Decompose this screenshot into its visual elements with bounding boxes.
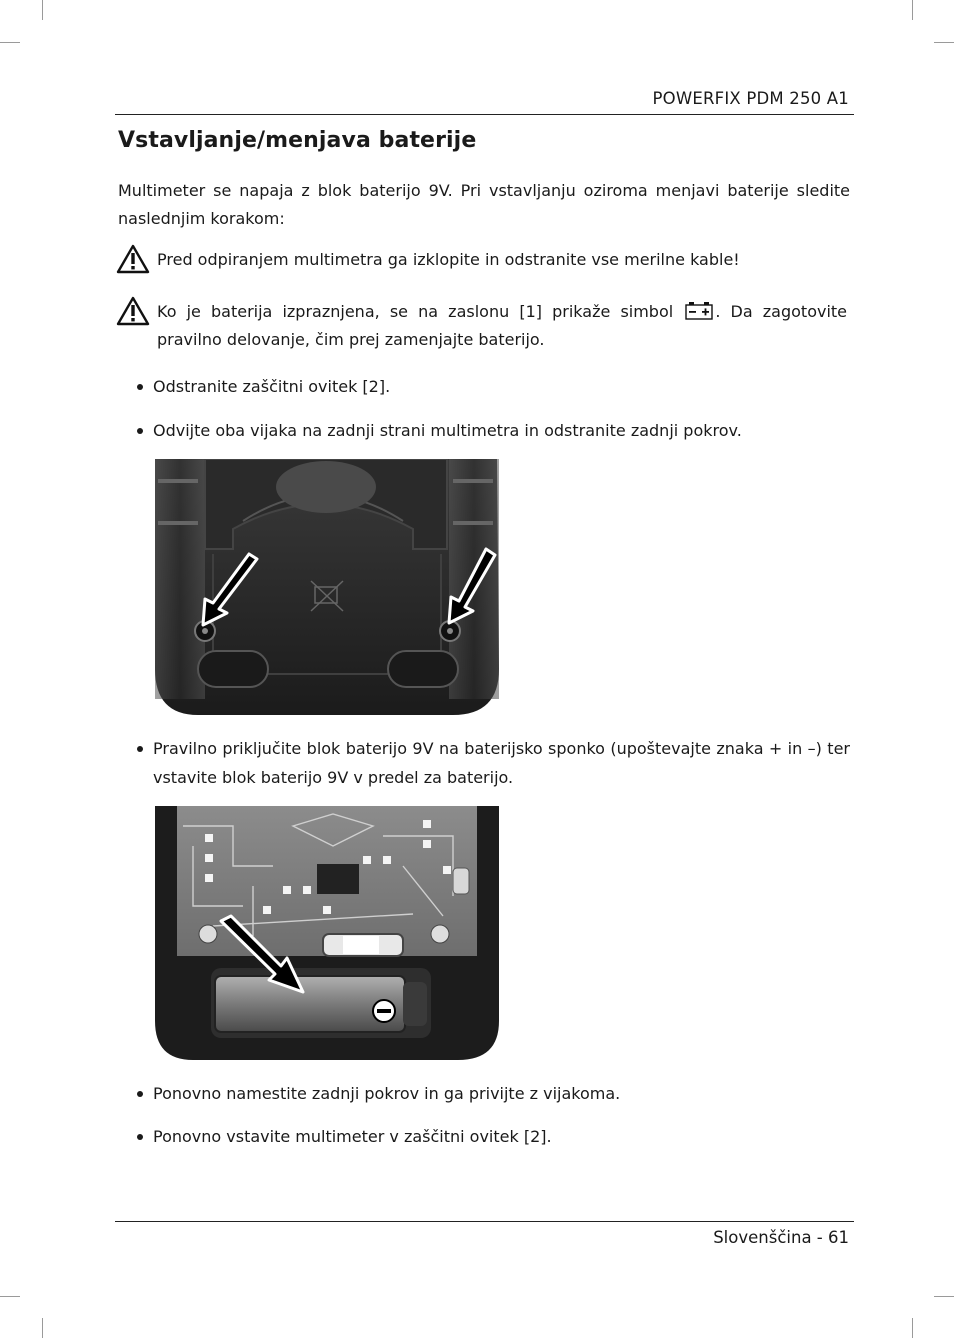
footer-rule	[115, 1221, 854, 1222]
section-title: Vstavljanje/menjava baterije	[118, 128, 477, 153]
step-text: Ponovno vstavite multimeter v zaščitni ovitek [2].	[153, 1127, 552, 1146]
bullet-dot	[137, 1091, 143, 1097]
warning-icon	[116, 296, 150, 326]
bullet-dot	[137, 746, 143, 752]
crop-mark	[42, 0, 43, 20]
crop-mark	[0, 42, 20, 43]
header-rule	[115, 114, 854, 115]
step-item	[137, 1079, 850, 1108]
crop-mark	[912, 1318, 913, 1338]
photo-battery-compartment	[153, 806, 503, 1062]
warning-text-1: Pred odpiranjem multimetra ga izklopite in odstranite vse merilne kable!	[157, 250, 740, 269]
step-text: Odvijte oba vijaka na zadnji strani multimetra in odstranite zadnji pokrov.	[153, 421, 742, 440]
step-text: Ponovno namestite zadnji pokrov in ga privijte z vijakoma.	[153, 1084, 621, 1103]
intro-paragraph: Multimeter se napaja z blok baterijo 9V. Pri vstavljanju oziroma menjavi baterije sledite naslednjim korakom:	[118, 181, 850, 228]
photo-back-cover-screws	[153, 459, 503, 717]
warning-icon	[116, 244, 150, 274]
crop-mark	[912, 0, 913, 20]
battery-low-icon	[685, 302, 713, 320]
step-text: Pravilno priključite blok baterijo 9V na baterijsko sponko (upoštevajte znaka + in –) ter vstavite blok baterijo 9V v predel za baterijo.	[153, 739, 850, 787]
step-text: Odstranite zaščitni ovitek [2].	[153, 377, 391, 396]
warning-text-2-after: . Da zagotovite pravilno delovanje, čim prej zamenjajte baterijo.	[157, 302, 848, 349]
warning-text-2-before: Ko je baterija izpraznjena, se na zaslonu [1] prikaže simbol	[157, 302, 674, 321]
crop-mark	[934, 1296, 954, 1297]
warning-text-2	[157, 298, 847, 354]
step-item	[137, 1122, 850, 1151]
bullet-dot	[137, 384, 143, 390]
crop-mark	[934, 42, 954, 43]
header-product: POWERFIX PDM 250 A1	[652, 89, 849, 108]
bullet-dot	[137, 1134, 143, 1140]
page-number: Slovenščina - 61	[713, 1228, 849, 1247]
bullet-dot	[137, 428, 143, 434]
crop-mark	[0, 1296, 20, 1297]
step-item	[137, 416, 850, 445]
step-item	[137, 734, 850, 792]
step-item	[137, 372, 850, 401]
crop-mark	[42, 1318, 43, 1338]
